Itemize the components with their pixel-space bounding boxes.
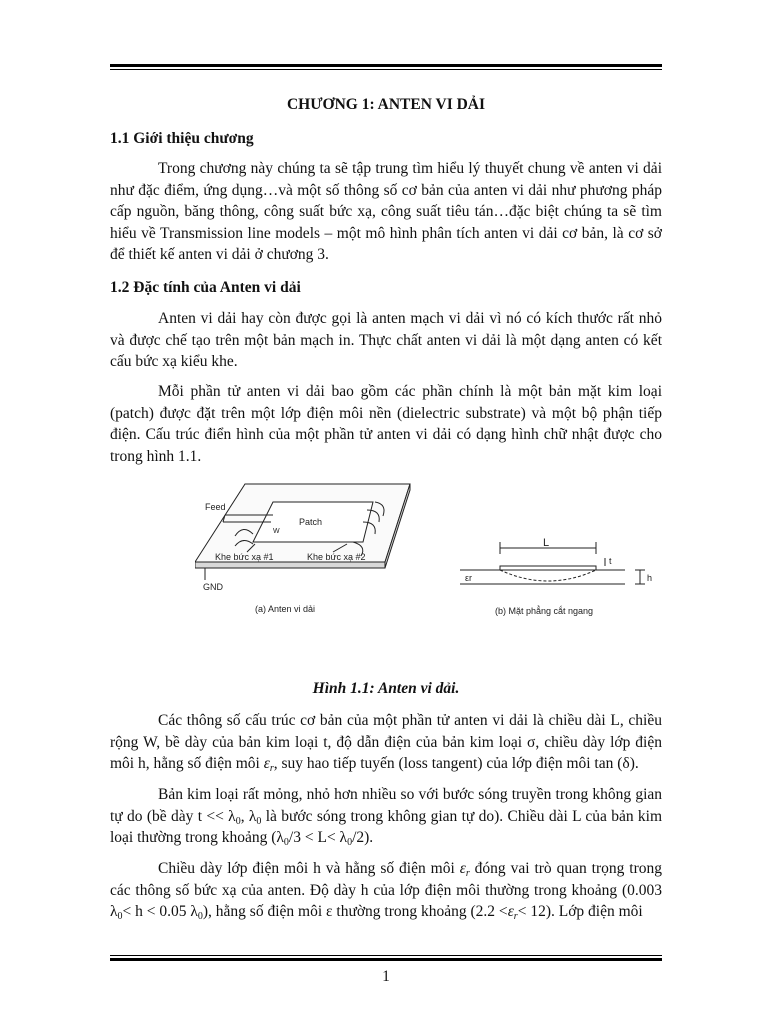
paragraph-parameters: Các thông số cấu trúc cơ bản của một phần tử anten vi dải là chiều dài L, chiều rộng W, bề dày của bản kim loại t, độ dẫn điện của bản kim loại σ, chiều dày lớp điện môi h, hằng số điện môi $\varepsilon_r$, suy hao tiếp tuyến (loss tangent) của lớp điện môi tan (δ). <box>110 712 662 774</box>
page-number: 1 <box>382 968 390 985</box>
section-heading-1-2: 1.2 Đặc tính của Anten vi dải <box>110 279 301 296</box>
label-h: h <box>647 573 653 583</box>
caption-b: (b) Mặt phẳng cắt ngang <box>495 606 594 616</box>
label-gnd: GND <box>203 582 223 592</box>
label-slot-1: Khe bức xạ #1 <box>215 552 274 562</box>
label-epsilon-r: εr <box>465 573 473 583</box>
chapter-title: CHƯƠNG 1: ANTEN VI DẢI <box>286 96 486 113</box>
paragraph-structure: Mỗi phần tử anten vi dải bao gồm các phần chính là một bản mặt kim loại (patch) được đặt trên một lớp điện môi nền (dielectric substrate) và một bộ phận tiếp điện. Cấu trúc điển hình của một phần tử anten vi dải có dạng hình chữ nhật được cho trong hình 1.1. <box>110 383 662 465</box>
footer-rule-thin <box>110 955 662 956</box>
paragraph-dielectric: Chiều dày lớp điện môi h và hằng số điện môi $\varepsilon_r$ đóng vai trò quan trọng trong các thông số bức xạ của anten. Độ dày h của lớp điện môi thường trong khoảng (0.003 $\lambda_0< h < 0.05$ $\lambda_0$), hằng số điện môi ε thường trong khoảng $(2.2 <\varepsilon_r< 12)$. Lớp điện môi <box>110 860 662 922</box>
paragraph-metal-thickness: Bản kim loại rất mỏng, nhỏ hơn nhiều so với bước sóng truyền trong không gian tự do (bề dày $t << \lambda_0$, $\lambda_0$ là bước sóng trong không gian tự do). Chiều dài L của bản kim loại thường trong khoảng $(\lambda_0/3 < L< \lambda_0/2)$. <box>110 786 663 848</box>
header-rule-thick <box>110 64 662 67</box>
substrate-side-front <box>195 562 385 568</box>
caption-a: (a) Anten vi dải <box>255 604 316 614</box>
label-w: W <box>273 528 280 535</box>
header-rule-thin <box>110 69 662 70</box>
label-slot-2: Khe bức xạ #2 <box>307 552 366 562</box>
paragraph-intro: Trong chương này chúng ta sẽ tập trung tìm hiểu lý thuyết chung về anten vi dải như đặc điểm, ứng dụng…và một số thông số cơ bản của anten vi dải như phương pháp cấp nguồn, băng thông, công suất bức xạ, công suất tiêu tán…đặc biệt chúng ta sẽ tìm hiểu về Transmission line models – một mô hình phân tích anten vi dải cơ bản, là cơ sở để thiết kế anten vi dải ở chương 3. <box>110 160 662 263</box>
figure-caption: Hình 1.1: Anten vi dải. <box>312 680 460 697</box>
section-heading-1-1: 1.1 Giới thiệu chương <box>110 130 254 147</box>
cross-section-patch <box>500 566 596 570</box>
paragraph-characteristics: Anten vi dải hay còn được gọi là anten mạch vi dải vì nó có kích thước rất nhỏ và được chế tạo trên một bản mạch in. Thực chất anten vi dải là một dạng anten có kết cấu bức xạ kiểu khe. <box>110 310 662 370</box>
label-L: L <box>543 537 550 549</box>
label-patch: Patch <box>299 517 323 527</box>
footer-rule-thick <box>110 958 662 961</box>
figure-microstrip-antenna <box>195 474 675 626</box>
label-feed: Feed <box>205 502 226 512</box>
label-t: t <box>609 556 612 566</box>
